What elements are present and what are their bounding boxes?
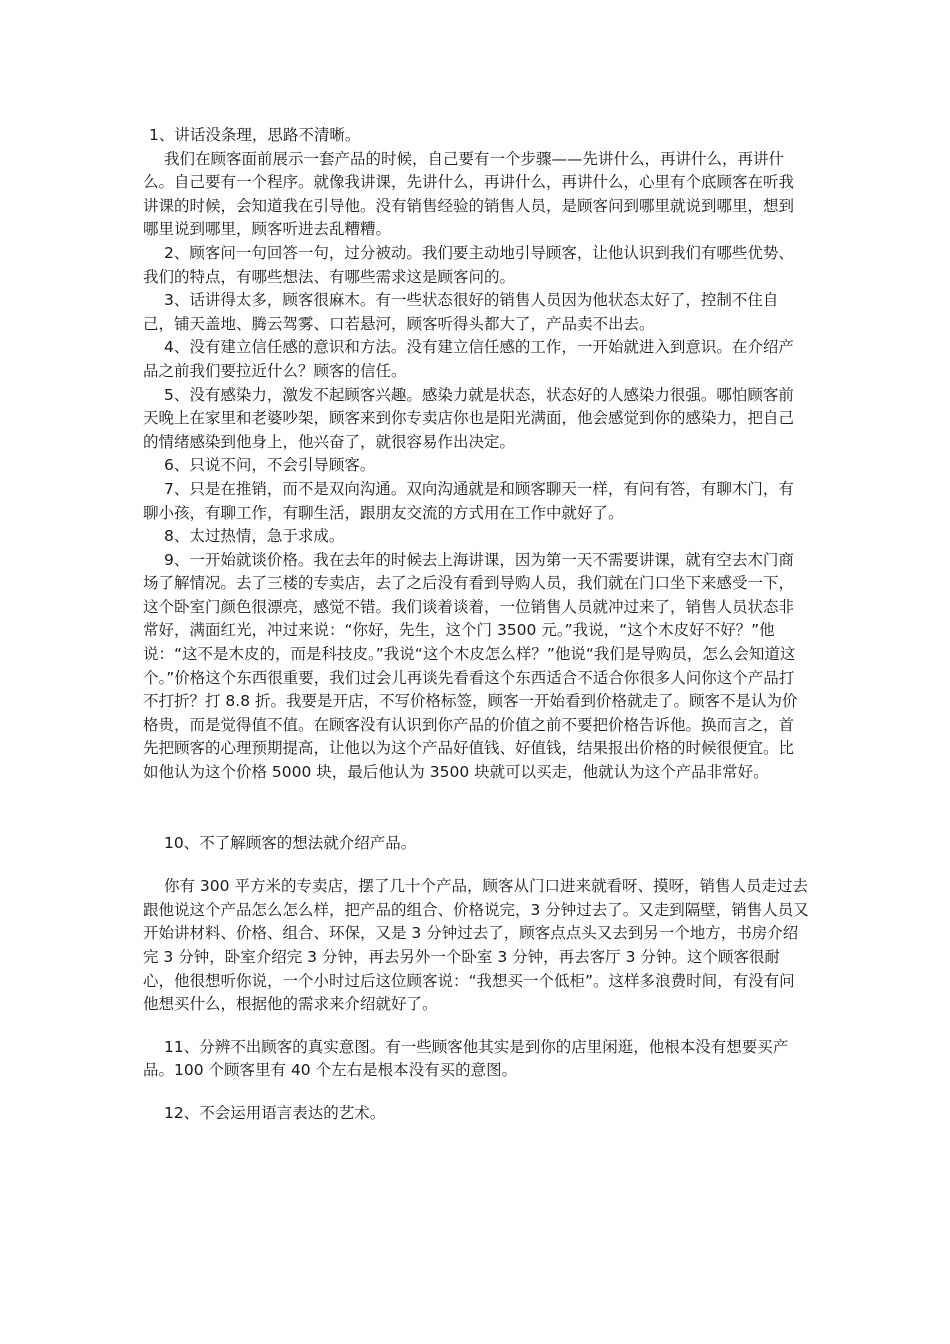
heading-point-10: 10、不了解顾客的想法就介绍产品。 [164,833,417,852]
paragraph-point-7: 7、只是在推销，而不是双向沟通。双向沟通就是和顾客聊天一样，有问有答，有聊木门，有聊小孩，有聊工作，有聊生活，跟朋友交流的方式用在工作中就好了。 [143,479,794,522]
paragraph-point-1-body: 我们在顾客面前展示一套产品的时候，自己要有一个步骤——先讲什么，再讲什么，再讲什么。自己要有一个程序。就像我讲课，先讲什么，再讲什么，再讲什么，心里有个底顾客在听我讲课的时候，会知道我在引导他。没有销售经验的销售人员，是顾客问到哪里就说到哪里，想到哪里说到哪里，顾客听进去乱糟糟。 [143,149,795,239]
paragraph-point-2: 2、顾客问一句回答一句，过分被动。我们要主动地引导顾客，让他认识到我们有哪些优势、我们的特点，有哪些想法、有哪些需求这是顾客问的。 [143,243,794,286]
paragraph-point-8: 8、太过热情，急于求成。 [164,527,345,546]
paragraph-spacer [143,855,809,875]
paragraph-point-11: 11、分辨不出顾客的真实意图。有一些顾客他其实是到你的店里闲逛，他根本没有想要买产品。100 个顾客里有 40 个左右是根本没有买的意图。 [143,1037,789,1080]
paragraph-point-4: 4、没有建立信任感的意识和方法。没有建立信任感的工作，一开始就进入到意识。在介绍产品之前我们要拉近什么？顾客的信任。 [143,338,794,380]
section-spacer [143,785,809,832]
paragraph-point-3: 3、话讲得太多，顾客很麻木。有一些状态很好的销售人员因为他状态太好了，控制不住自己，铺天盖地、腾云驾雾、口若悬河，顾客听得头都大了，产品卖不出去。 [143,291,779,333]
paragraph-spacer [143,1083,809,1102]
paragraph-spacer [143,1017,809,1036]
heading-point-12: 12、不会运用语言表达的艺术。 [164,1103,386,1122]
paragraph-point-10-body: 你有 300 平方米的专卖店，摆了几十个产品，顾客从门口进来就看呀、摸呀，销售人员走过去跟他说这个产品怎么怎么样，把产品的组合、价格说完，3 分钟过去了。又走到隔壁，销售人员又开始讲材料、价格、组合、环保，又是 3 分钟过去了，顾客点点头又去到另一个地方，书房介绍完 3 分钟，卧室介绍完 3 分钟，再去另外一个卧室 3 分钟，再去客厅 3 分钟。这个顾客很耐心，他很想听你说，一个小时过后这位顾客说：“我想买一个低柜”。这样多浪费时间，有没有问他想买什么，根据他的需求来介绍就好了。 [143,877,809,1014]
paragraph-point-9: 9、一开始就谈价格。我在去年的时候去上海讲课，因为第一天不需要讲课，就有空去木门商场了解情况。去了三楼的专卖店，去了之后没有看到导购人员，我们就在门口坐下来感受一下，这个卧室门颜色很漂亮，感觉不错。我们谈着谈着，一位销售人员就冲过来了，销售人员状态非常好，满面红光，冲过来说：“你好，先生，这个门 3500 元。”我说，“这个木皮好不好？”他说：“这不是木皮的，而是科技皮。”我说“这个木皮怎么样？”他说“我们是导购员，怎么会知道这个。”价格这个东西很重要，我们过会儿再谈先看看这个东西适合不适合你很多人问你这个产品打不打折？打 8.8 折。我要是开店，不写价格标签，顾客一开始看到价格就走了。顾客不是认为价格贵，而是觉得值不值。在顾客没有认识到你产品的价值之前不要把价格告诉他。换而言之，首先把顾客的心理预期提高，让他以为这个产品好值钱、好值钱，结果报出价格的时候很便宜。比如他认为这个价格 5000 块，最后他认为 3500 块就可以买走，他就认为这个产品非常好。 [143,550,798,782]
paragraph-point-6: 6、只说不问，不会引导顾客。 [164,456,376,475]
heading-point-1: 1、讲话没条理，思路不清晰。 [149,126,361,144]
document-body [143,124,809,1126]
paragraph-point-5: 5、没有感染力，激发不起顾客兴趣。感染力就是状态，状态好的人感染力很强。哪怕顾客前天晚上在家里和老婆吵架，顾客来到你专卖店你也是阳光满面，他会感觉到你的感染力，把自己的情绪感染到他身上，他兴奋了，就很容易作出决定。 [143,385,795,451]
